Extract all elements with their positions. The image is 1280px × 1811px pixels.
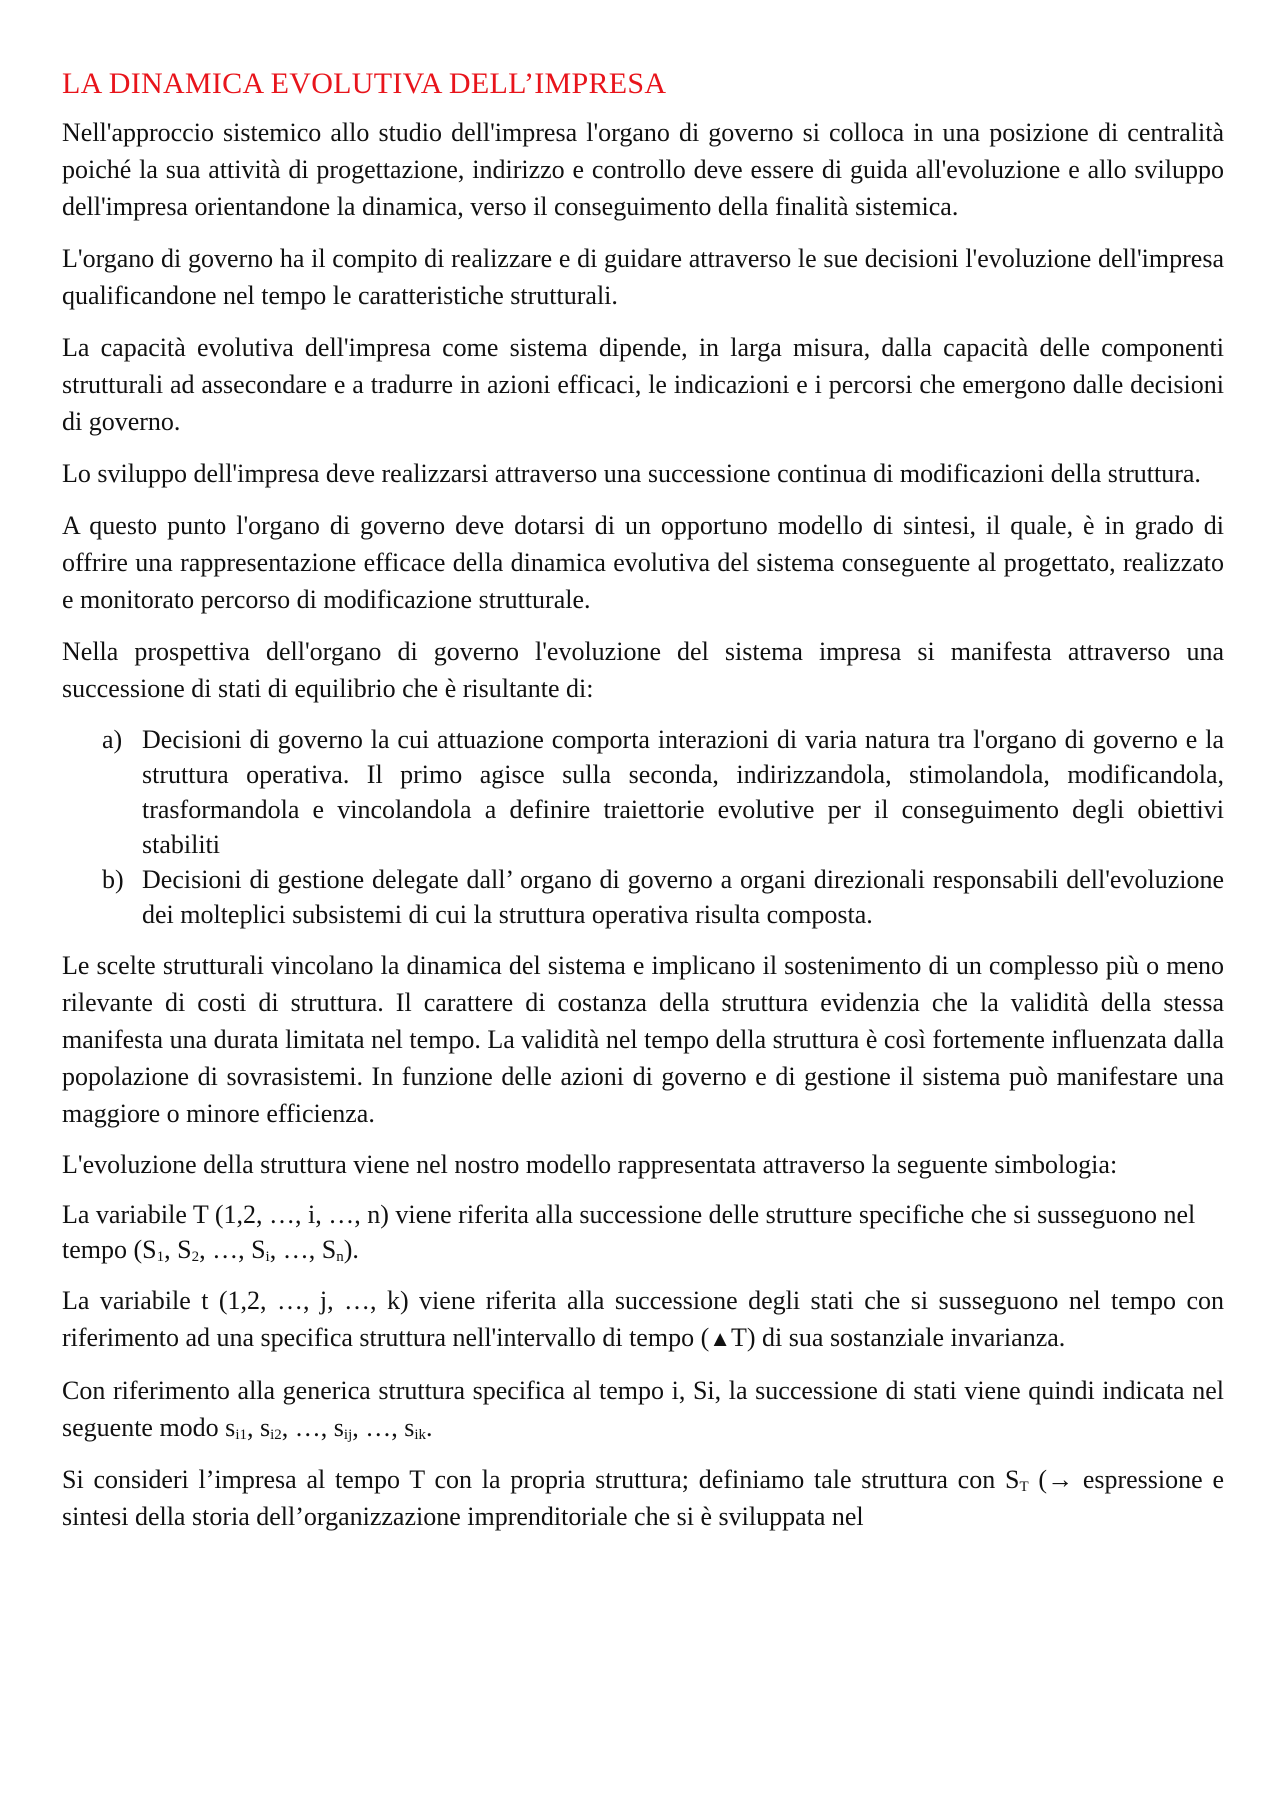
- separator: , …, S: [199, 1235, 266, 1264]
- separator: ).: [343, 1235, 359, 1264]
- paragraph-4: Lo sviluppo dell'impresa deve realizzarsi attraverso una successione continua di modificazioni della struttura.: [62, 459, 1201, 488]
- variable-T-paragraph: [62, 1197, 1224, 1267]
- paragraph-5: A questo punto l'organo di governo deve dotarsi di un opportuno modello di sintesi, il quale, è in grado di offrire una rappresentazione efficace della dinamica evolutiva del sistema conseguente al progettato, realizzato e monitorato percorso di modificazione strutturale.: [62, 511, 1224, 614]
- variable-T-text: La variabile T (1,2, …, i, …, n) viene riferita alla successione delle strutture specifiche che si susseguono nel tempo (S: [62, 1200, 1196, 1264]
- page-title: LA DINAMICA EVOLUTIVA DELL’IMPRESA: [62, 67, 667, 100]
- separator: , s: [246, 1413, 271, 1442]
- list-marker: a): [102, 725, 123, 754]
- paragraph-8: L'evoluzione della struttura viene nel nostro modello rappresentata attraverso la seguente simbologia:: [62, 1150, 1118, 1179]
- triangle-icon: ▲: [709, 1326, 732, 1351]
- variable-t-paragraph: [62, 1282, 1224, 1357]
- states-text: Con riferimento alla generica struttura specifica al tempo i, Si, la successione di stati viene quindi indicata nel seguente modo s: [62, 1376, 1224, 1442]
- subscript: n: [336, 1249, 344, 1265]
- last-text: Si consideri l’impresa al tempo T con la propria struttura; definiamo tale struttura con S: [62, 1465, 1020, 1494]
- decision-list: [62, 722, 1224, 932]
- variable-t-text: La variabile t (1,2, …, j, …, k) viene riferita alla successione degli stati che si susseguono nel tempo con riferimento ad una specifica struttura nell'intervallo di tempo (: [62, 1286, 1224, 1352]
- separator: , S: [164, 1235, 192, 1264]
- paragraph-2: L'organo di governo ha il compito di realizzare e di guidare attraverso le sue decisioni l'evoluzione dell'impresa qualificandone nel tempo le caratteristiche strutturali.: [62, 244, 1224, 310]
- variable-t-text-end: T) di sua sostanziale invarianza.: [731, 1323, 1066, 1352]
- subscript: T: [1019, 1479, 1029, 1495]
- paragraph-6: Nella prospettiva dell'organo di governo l'evoluzione del sistema impresa si manifesta attraverso una successione di stati di equilibrio che è risultante di:: [62, 637, 1224, 703]
- separator: .: [426, 1413, 433, 1442]
- subscript: 2: [191, 1249, 200, 1265]
- subscript: i2: [270, 1427, 282, 1443]
- list-item-text: Decisioni di governo la cui attuazione comporta interazioni di varia natura tra l'organo di governo e la struttura operativa. Il primo agisce sulla seconda, indirizzandola, stimolandola, modificandola, trasformandola e vincolandola a definire traiettorie evolutive per il conseguimento degli obiettivi stabiliti: [142, 725, 1224, 859]
- list-item: [102, 722, 1224, 862]
- separator: , …, s: [352, 1413, 415, 1442]
- separator: , …, S: [269, 1235, 337, 1264]
- subscript: ij: [343, 1427, 353, 1443]
- last-text-end: espressione e sintesi della storia dell’organizzazione imprenditoriale che si è sviluppata nel: [62, 1465, 1224, 1531]
- last-paragraph: [62, 1461, 1224, 1535]
- paragraph-1: Nell'approccio sistemico allo studio dell'impresa l'organo di governo si colloca in una posizione di centralità poiché la sua attività di progettazione, indirizzo e controllo deve essere di guida all'evoluzione e allo sviluppo dell'impresa orientandone la dinamica, verso il conseguimento della finalità sistemica.: [62, 118, 1224, 221]
- subscript: i: [265, 1249, 270, 1265]
- paragraph-7: Le scelte strutturali vincolano la dinamica del sistema e implicano il sostenimento di un complesso più o meno rilevante di costi di struttura. Il carattere di costanza della struttura evidenzia che la validità della stessa manifesta una durata limitata nel tempo. La validità nel tempo della struttura è così fortemente influenzata dalla popolazione di sovrasistemi. In funzione delle azioni di governo e di gestione il sistema può manifestare una maggiore o minore efficienza.: [62, 951, 1224, 1128]
- arrow-right-icon: →: [1047, 1465, 1074, 1494]
- subscript: 1: [156, 1249, 165, 1265]
- subscript: ik: [414, 1427, 427, 1443]
- states-paragraph: [62, 1372, 1224, 1446]
- list-marker: b): [102, 865, 124, 894]
- separator: , …, s: [281, 1413, 344, 1442]
- separator: (: [1028, 1465, 1048, 1494]
- paragraph-3: La capacità evolutiva dell'impresa come sistema dipende, in larga misura, dalla capacità delle componenti strutturali ad assecondare e a tradurre in azioni efficaci, le indicazioni e i percorsi che emergono dalle decisioni di governo.: [62, 333, 1224, 436]
- subscript: i1: [235, 1427, 247, 1443]
- list-item-text: Decisioni di gestione delegate dall’ organo di governo a organi direzionali responsabili dell'evoluzione dei molteplici subsistemi di cui la struttura operativa risulta composta.: [142, 865, 1224, 929]
- document-page: [62, 60, 1224, 1535]
- list-item: [102, 862, 1224, 932]
